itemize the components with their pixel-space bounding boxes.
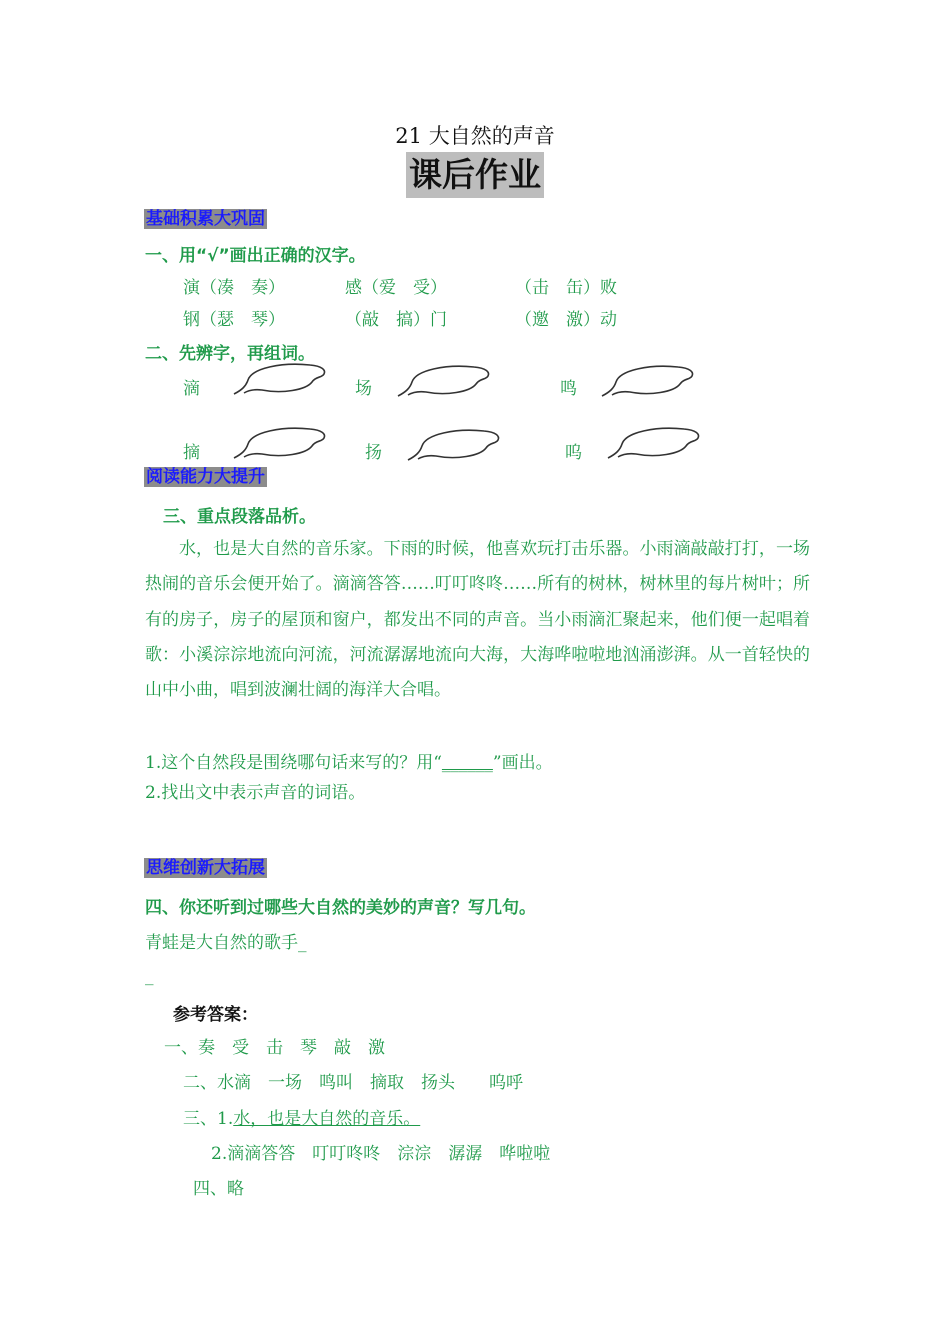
section-label: 阅读能力大提升 [146,467,265,487]
q2-char-yang: 扬 [365,443,382,463]
question-2-heading: 二、先辨字，再组词。 [145,344,315,364]
answer-4: 四、略 [193,1179,244,1199]
answer-3-1 [183,1104,420,1129]
section-header-creative [144,857,267,879]
leaf-blank-4 [232,424,328,464]
q3-item-1-text: 1.这个自然段是围绕哪句话来写的？用“ [145,753,442,773]
q1-row1-item2: 感（爱 受） [345,278,447,298]
q2-char-chang: 场 [355,379,372,399]
q4-answer-line-2: _ [145,966,154,986]
homework-subtitle: 课后作业 [406,152,544,198]
q1-row2-item2: （敲 搞）门 [345,310,447,330]
answer-2: 二、水滴 一场 鸣叫 摘取 扬头 呜呼 [183,1073,523,1093]
q3-item-1 [145,748,553,773]
answers-heading: 参考答案： [173,1005,258,1025]
leaf-blank-2 [396,362,492,402]
q2-char-ming: 鸣 [560,379,577,399]
answer-3-key-sentence: 水，也是大自然的音乐。 [233,1109,421,1129]
q1-row2-item3: （邀 激）动 [515,310,617,330]
q1-row2-item1: 钢（瑟 琴） [183,310,285,330]
q1-row1-item1: 演（凑 奏） [183,278,285,298]
q3-item-1-blank: ______ [441,753,493,773]
reading-paragraph: 水，也是大自然的音乐家。下雨的时候，他喜欢玩打击乐器。小雨滴敲敲打打，一场热闹的音乐会便开始了。滴滴答答……叮叮咚咚……所有的树林，树林里的每片树叶；所有的房子，房子的屋顶和窗户，都发出不同的声音。当小雨滴汇聚起来，他们便一起唱着歌：小溪淙淙地流向河流，河流潺潺地流向大海，大海哗啦啦地汹涌澎湃。从一首轻快的山中小曲，唱到波澜壮阔的海洋大合唱。 [145,539,810,701]
section-header-reading [144,466,267,488]
question-3-heading: 三、重点段落品析。 [163,507,316,527]
lesson-title: 21 大自然的声音 [395,124,555,148]
section-label: 基础积累大巩固 [146,209,265,229]
q1-row1-item3: （击 缶）败 [515,278,617,298]
subtitle-container [0,152,950,198]
question-1-heading: 一、用“√”画出正确的汉字。 [145,246,366,266]
q2-char-zhai: 摘 [183,443,200,463]
section-header-basics [144,208,267,230]
leaf-blank-6 [606,424,702,464]
question-4-heading: 四、你还听到过哪些大自然的美妙的声音？写几句。 [145,898,536,918]
answer-1: 一、奏 受 击 琴 敲 激 [164,1038,385,1058]
leaf-blank-5 [406,426,502,466]
q2-char-di: 滴 [183,379,200,399]
answer-3-2: 2.滴滴答答 叮叮咚咚 淙淙 潺潺 哗啦啦 [211,1144,551,1164]
leaf-blank-1 [232,360,328,400]
q3-item-2: 2.找出文中表示声音的词语。 [145,783,366,803]
q2-char-wu: 呜 [565,443,582,463]
section-label: 思维创新大拓展 [146,858,265,878]
answer-3-prefix: 三、1. [183,1109,234,1129]
q3-item-1-end: ”画出。 [492,753,553,773]
q4-answer-line-1: 青蛙是大自然的歌手_ [145,933,307,953]
leaf-blank-3 [600,362,696,402]
